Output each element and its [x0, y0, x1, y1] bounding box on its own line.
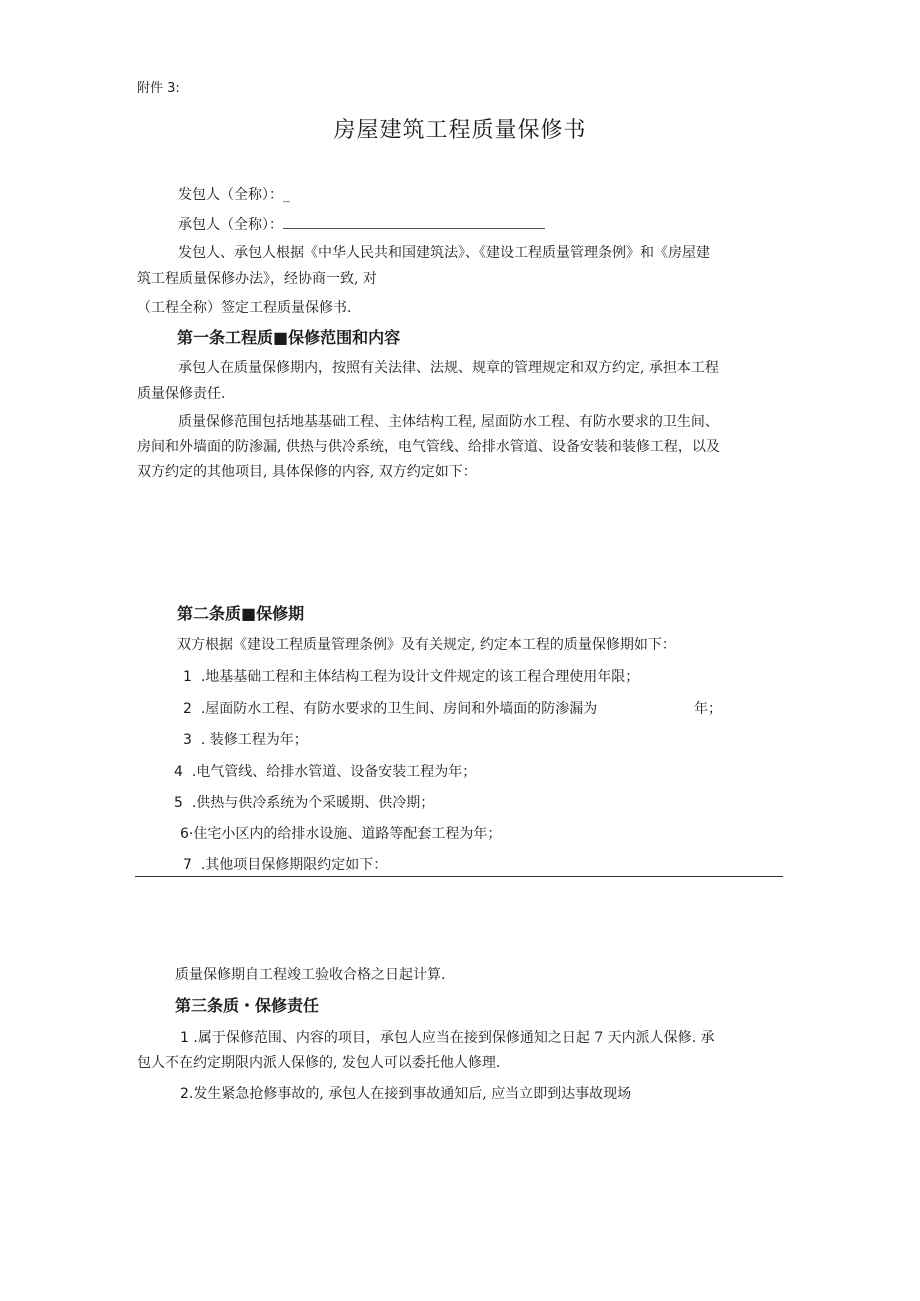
item-text: .其他项目保修期限约定如下：: [200, 857, 388, 873]
article3-item1-line2: 包人不在约定期限内派人保修的, 发包人可以委托他人修理.: [137, 1055, 501, 1071]
attachment-label: 附件 3:: [137, 81, 180, 96]
intro-line-2: 筑工程质量保修办法》，经协商一致, 对: [137, 271, 377, 287]
article3-heading: 第三条质・保修责任: [175, 996, 320, 1015]
employer-blank: _: [283, 187, 290, 203]
item-text: .电气管线、给排水管道、设备安装工程为年；: [191, 764, 477, 780]
article1-p2-line2: 房间和外墙面的防渗漏, 供热与供冷系统，电气管线、给排水管道、设备安装和装修工程，以及: [137, 439, 720, 455]
item-text: ·住宅小区内的给排水设施、道路等配套工程为年；: [188, 826, 502, 842]
period-item-2-tail: 年；: [694, 701, 722, 717]
item-text: .地基基础工程和主体结构工程为设计文件规定的该工程合理使用年限；: [200, 669, 640, 685]
document-title: 房屋建筑工程质量保修书: [333, 118, 587, 143]
item-number: 2: [183, 701, 192, 717]
article1-p1-line1: 承包人在质量保修期内，按照有关法律、法规、规章的管理规定和双方约定, 承担本工程: [178, 360, 719, 376]
item-number: 7: [183, 857, 192, 873]
period-item-3: [183, 732, 308, 749]
contractor-line: [178, 216, 545, 234]
article2-heading: 第二条质■保修期: [177, 604, 305, 623]
period-item-2: [183, 701, 597, 718]
period-start-note: 质量保修期自工程竣工验收合格之日起计算.: [175, 967, 446, 983]
item-number: 1: [180, 1030, 189, 1046]
period-item-5: [174, 795, 434, 812]
article3-item1-line1: [180, 1030, 715, 1047]
item-text: .屋面防水工程、有防水要求的卫生间、房间和外墙面的防渗漏为: [200, 701, 598, 717]
item-text: . 装修工程为年；: [200, 732, 308, 748]
article1-p2-line3: 双方约定的其他项目, 具体保修的内容, 双方约定如下：: [137, 464, 477, 480]
item-number: 5: [174, 795, 183, 811]
item-number: 6: [180, 826, 189, 842]
article1-p1-line2: 质量保修责任.: [137, 386, 226, 402]
employer-label: 发包人（全称）：: [178, 187, 283, 203]
item-number: 1: [183, 669, 192, 685]
item-number: 3: [183, 732, 192, 748]
item-text: .发生紧急抢修事故的, 承包人在接到事故通知后, 应当立即到达事故现场: [188, 1086, 632, 1102]
period-item-7: [183, 857, 387, 874]
item-text: .供热与供冷系统为个采暖期、供冷期；: [191, 795, 435, 811]
item-text: .属于保修范围、内容的项目，承包人应当在接到保修通知之日起 7 天内派人保修. 承: [193, 1030, 715, 1046]
article1-heading: 第一条工程质■保修范围和内容: [177, 328, 401, 347]
contractor-blank: [283, 216, 545, 229]
employer-line: [178, 187, 290, 204]
period-item-4: [174, 764, 476, 781]
article1-p2-line1: 质量保修范围包括地基基础工程、主体结构工程, 屋面防水工程、有防水要求的卫生间、: [178, 414, 719, 430]
horizontal-rule: [135, 876, 783, 877]
item-number: 2: [180, 1086, 189, 1102]
contractor-label: 承包人（全称）：: [178, 217, 283, 233]
intro-line-1: 发包人、承包人根据《中华人民共和国建筑法》、《建设工程质量管理条例》和《房屋建: [178, 245, 710, 261]
item-number: 4: [174, 764, 183, 780]
period-item-6: [180, 826, 501, 843]
article3-item2: [180, 1086, 631, 1103]
intro-line-3: （工程全称）签定工程质量保修书.: [137, 300, 352, 316]
period-item-1: [183, 669, 639, 686]
article2-intro: 双方根据《建设工程质量管理条例》及有关规定, 约定本工程的质量保修期如下：: [177, 637, 676, 653]
